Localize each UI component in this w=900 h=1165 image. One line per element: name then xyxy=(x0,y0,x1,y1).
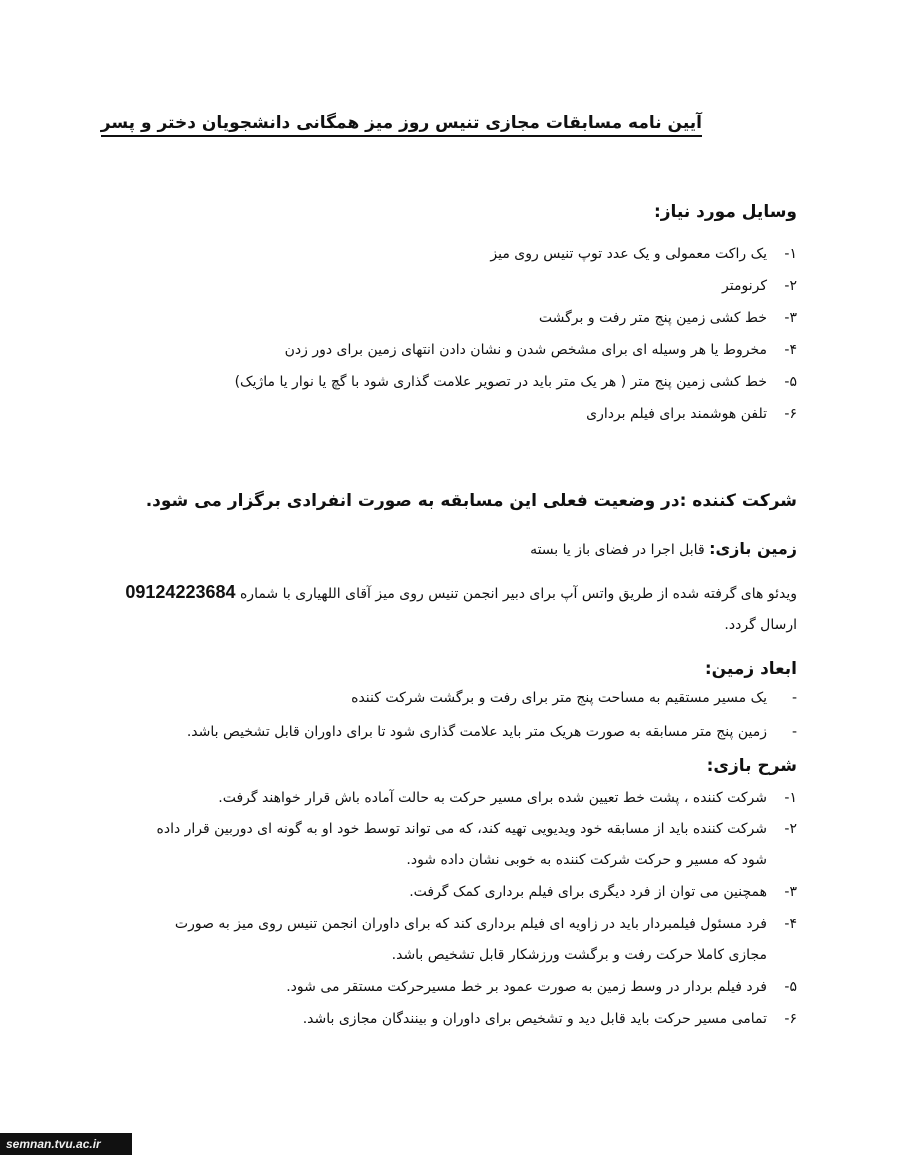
rules-item: ۴-فرد مسئول فیلمبردار باید در زاویه ای فیلم برداری کند که برای داوران انجمن تنیس روی میز به صورت xyxy=(174,916,797,932)
footer-site-badge: semnan.tvu.ac.ir xyxy=(0,1133,132,1155)
rules-heading: شرح بازی: xyxy=(706,756,797,776)
videos-paragraph: ویدئو های گرفته شده از طریق واتس آپ برای دبیر انجمن تنیس روی میز آقای اللهیاری با شماره 09124223684 xyxy=(125,582,797,602)
equipment-item: ۵-خط کشی زمین پنج متر ( هر یک متر باید در تصویر علامت گذاری شود با گچ یا نوار یا ماژیک) xyxy=(234,374,797,390)
document-title: آیین نامه مسابقات مجازی تنیس روز میز همگانی دانشجویان دختر و پسر xyxy=(150,108,702,138)
field-text: قابل اجرا در فضای باز یا بسته xyxy=(530,542,705,558)
rules-item: ۲-شرکت کننده باید از مسابقه خود ویدیویی تهیه کند، که می تواند توسط خود او به گونه ای دوربین قرار داده xyxy=(156,821,797,837)
participant-line: شرکت کننده :در وضعیت فعلی این مسابقه به صورت انفرادی برگزار می شود. xyxy=(145,491,797,511)
equipment-heading: وسایل مورد نیاز: xyxy=(653,202,797,222)
rules-item: ۳-همچنین می توان از فرد دیگری برای فیلم برداری کمک گرفت. xyxy=(409,884,797,900)
rules-item-continuation: شود که مسیر و حرکت شرکت کننده به خوبی نشان داده شود. xyxy=(406,852,767,868)
dimensions-item: -یک مسیر مستقیم به مساحت پنج متر برای رفت و برگشت شرکت کننده xyxy=(351,690,797,706)
rules-item: ۵-فرد فیلم بردار در وسط زمین به صورت عمود بر خط مسیرحرکت مستقر می شود. xyxy=(286,979,797,995)
field-line xyxy=(530,536,797,563)
equipment-item: ۲-کرنومتر xyxy=(722,278,797,294)
rules-item-continuation: مجازی کاملا حرکت رفت و برگشت ورزشکار قابل تشخیص باشد. xyxy=(391,947,767,963)
equipment-item: ۶-تلفن هوشمند برای فیلم برداری xyxy=(586,406,797,422)
dimensions-heading: ابعاد زمین: xyxy=(704,659,797,679)
equipment-item: ۴-مخروط یا هر وسیله ای برای مشخص شدن و نشان دادن انتهای زمین برای دور زدن xyxy=(284,342,797,358)
field-label: زمین بازی: xyxy=(709,539,797,558)
rules-item: ۶-تمامی مسیر حرکت باید قابل دید و تشخیص برای داوران و بینندگان مجازی باشد. xyxy=(302,1011,797,1027)
equipment-item: ۳-خط کشی زمین پنج متر رفت و برگشت xyxy=(538,310,797,326)
phone-number: 09124223684 xyxy=(125,582,236,602)
equipment-item: ۱-یک راکت معمولی و یک عدد توپ تنیس روی میز xyxy=(490,246,797,262)
videos-paragraph-end: ارسال گردد. xyxy=(724,617,797,633)
rules-item: ۱-شرکت کننده ، پشت خط تعیین شده برای مسیر حرکت به حالت آماده باش قرار خواهند گرفت. xyxy=(218,790,797,806)
dimensions-item: -زمین پنج متر مسابقه به صورت هریک متر باید علامت گذاری شود تا برای داوران قابل تشخیص باشد. xyxy=(186,724,797,740)
